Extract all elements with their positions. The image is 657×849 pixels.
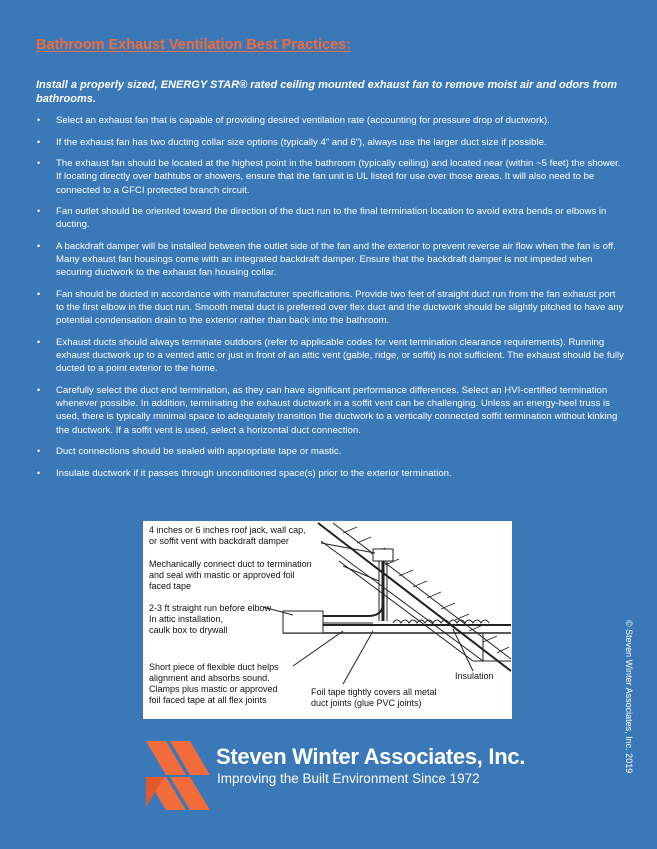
company-tagline: Improving the Built Environment Since 1972 — [217, 771, 480, 786]
bullet-icon: • — [37, 384, 41, 395]
list-item: • Carefully select the duct end termination, as they can have significant performance differences. Select an HVI-certified termination whenever possible. In addition, terminating the exhaust ductwork in a soffit vent can be challenging. Unless an energy-heel truss is used, there is typically minimal space to adequately transition the ductwork to a vertically connected soffit termination without kinking the ductwork. If a soffit vent is used, select a horizontal duct connection. — [37, 384, 618, 436]
list-item: • A backdraft damper will be installed between the outlet side of the fan and the exterior to prevent reverse air flow when the fan is off. Many exhaust fan housings come with an integrated backdraft damper. Ensure that the backdraft damper is not impeded when securing ductwork to the exhaust fan housing collar. — [37, 240, 616, 279]
flexible-duct-label: Short piece of flexible duct helps alignment and absorbs sound. Clamps plus mastic or approved foil faced tape at all flex joints — [149, 662, 279, 705]
bullet-icon: • — [37, 206, 41, 217]
list-item: • Insulate ductwork if it passes through unconditioned space(s) prior to the exterior termination. — [37, 467, 452, 479]
list-item: • If the exhaust fan has two ducting collar size options (typically 4” and 6”), always use the larger duct size if possible. — [37, 136, 547, 148]
bullet-icon: • — [37, 467, 41, 478]
list-item: • The exhaust fan should be located at the highest point in the bathroom (typically ceiling) and located near (within ~5 feet) the shower. If locating directly over bathtubs or showers, ensure that the fan unit is UL listed for use over those areas. It will also need to be connected to a GFCI protected branch circuit. — [37, 158, 621, 196]
insulation-label: Insulation — [455, 671, 494, 681]
bullet-icon: • — [37, 115, 41, 125]
bullet-icon: • — [37, 336, 41, 347]
company-name: Steven Winter Associates, Inc. — [216, 744, 526, 769]
list-item: • Exhaust ducts should always terminate outdoors (refer to applicable codes for vent termination clearance requirements). Running exhaust ductwork up to a vented attic or just in front of an attic vent (gable, ridge, or soffit) is not sufficient. The exhaust should be fully ducted to a point exterior to the home. — [37, 336, 624, 375]
best-practices-list — [36, 114, 626, 488]
straight-run-label: 2-3 ft straight run before elbow In attic installation, caulk box to drywall — [149, 603, 272, 635]
bullet-icon: • — [37, 446, 41, 457]
list-item: • Duct connections should be sealed with appropriate tape or mastic. — [37, 446, 342, 458]
swa-logo-icon — [146, 741, 214, 810]
roof-jack-label: 4 inches or 6 inches roof jack, wall cap, or soffit vent with backdraft damper — [149, 525, 306, 546]
mechanical-connection-label: Mechanically connect duct to termination and seal with mastic or approved foil faced tape — [149, 559, 312, 591]
intro-text: Install a properly sized, ENERGY STAR® rated ceiling mounted exhaust fan to remove moist air and odors from bathrooms. — [36, 79, 618, 105]
exhaust-duct-diagram — [143, 521, 512, 719]
bullet-icon: • — [37, 240, 41, 251]
list-item: • Select an exhaust fan that is capable of providing desired ventilation rate (accounting for pressure drop of ductwork). — [37, 115, 550, 126]
page-title: Bathroom Exhaust Ventilation Best Practices: — [36, 37, 352, 53]
bullet-icon: • — [37, 136, 41, 147]
foil-tape-label: Foil tape tightly covers all metal duct joints (glue PVC joints) — [311, 687, 437, 708]
bullet-icon: • — [37, 288, 41, 299]
bullet-icon: • — [37, 158, 41, 169]
list-item: • Fan outlet should be oriented toward the direction of the duct run to the final termination location to avoid extra bends or elbows in ducting. — [37, 206, 607, 231]
copyright-notice: © Steven Winter Associates, Inc. 2019 — [624, 620, 634, 774]
list-item: • Fan should be ducted in accordance with manufacturer specifications. Provide two feet of straight duct run from the fan exhaust port to the first elbow in the duct run. Smooth metal duct is preferred over flex duct and the ductwork should be slightly pitched to have any potential condensation drain to the exterior rather than back into the bathroom. — [37, 288, 624, 327]
